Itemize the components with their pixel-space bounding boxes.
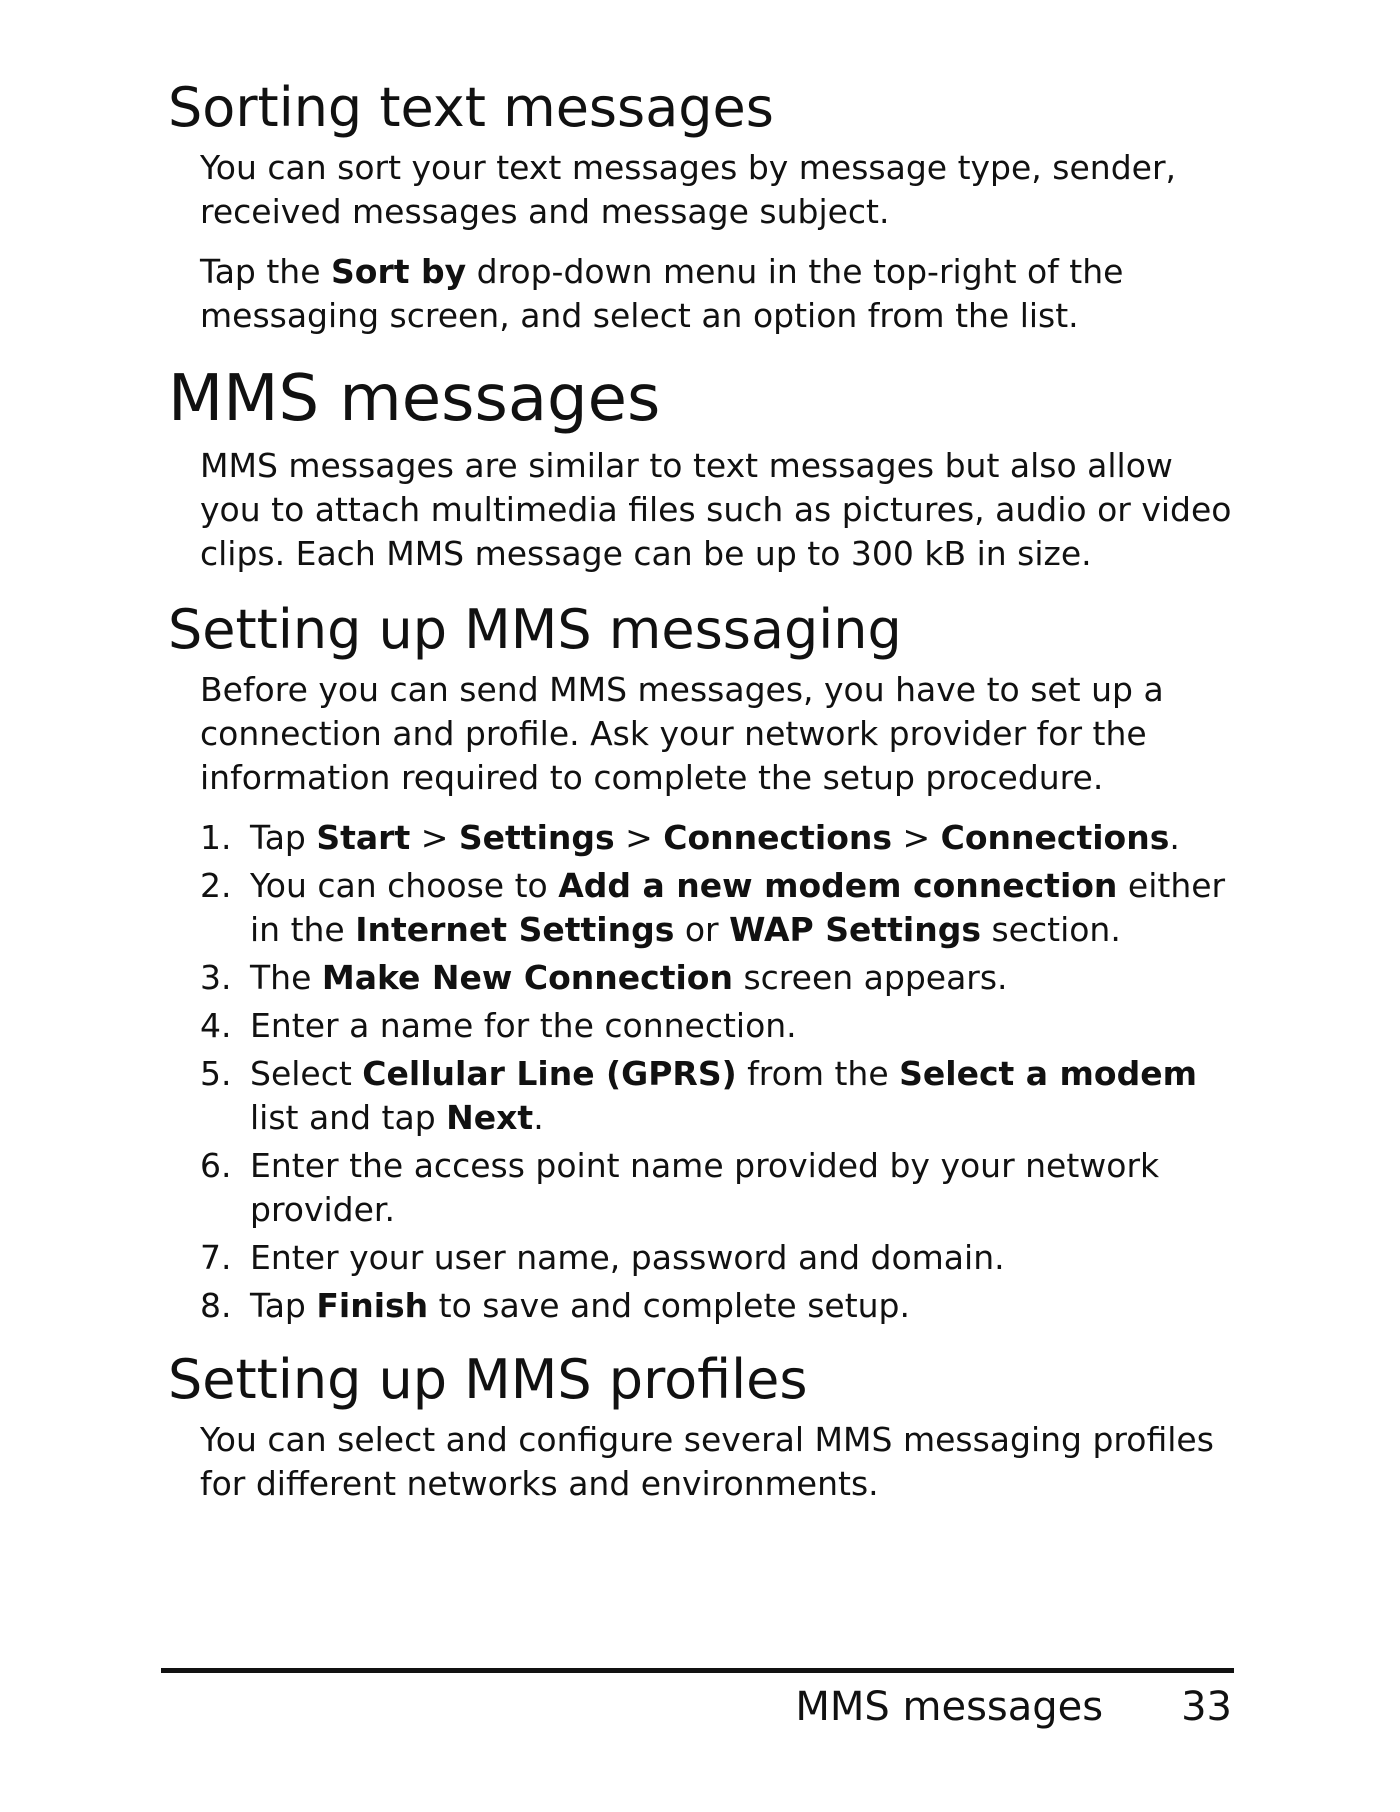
text-run: to save and complete setup. xyxy=(428,1286,910,1325)
step-number: 6. xyxy=(200,1146,232,1185)
text-run: from the xyxy=(736,1054,900,1093)
text-run: drop-down menu in the top-right of the messaging screen, and select an option from the list. xyxy=(200,252,1124,335)
bold-term: Add a new modem connection xyxy=(558,866,1118,905)
bold-term: Finish xyxy=(316,1286,429,1325)
text-run: You can choose to xyxy=(250,866,559,905)
text-run: Enter a name for the connection. xyxy=(250,1006,797,1045)
step-number: 3. xyxy=(200,958,232,997)
text-run: Tap xyxy=(250,1286,317,1325)
text-run: . xyxy=(1169,818,1180,857)
list-item xyxy=(200,864,1238,952)
sorting-body xyxy=(168,146,1238,338)
bold-term: Next xyxy=(446,1098,534,1137)
step-number: 5. xyxy=(200,1054,232,1093)
setup-steps-list xyxy=(200,816,1238,1328)
list-item xyxy=(200,1052,1238,1140)
heading-mms-messages: MMS messages xyxy=(168,362,661,436)
text-run: > xyxy=(614,818,664,857)
text-run: Enter the access point name provided by your network provider. xyxy=(250,1146,1160,1229)
sorting-paragraph-1: You can sort your text messages by message type, sender, received messages and message subject. xyxy=(200,148,1176,231)
page-number: 33 xyxy=(1181,1684,1232,1730)
heading-setting-up-mms-profiles: Setting up MMS profiles xyxy=(168,1348,808,1411)
bold-term: Select a modem xyxy=(899,1054,1197,1093)
step-number: 2. xyxy=(200,866,232,905)
text-run: list and tap xyxy=(250,1098,447,1137)
text-run: Enter your user name, password and domain. xyxy=(250,1238,1005,1277)
step-number: 1. xyxy=(200,818,232,857)
sort-by-label: Sort by xyxy=(331,252,467,291)
text-run: section. xyxy=(981,910,1121,949)
bold-term: Start xyxy=(316,818,411,857)
bold-term: Internet Settings xyxy=(355,910,675,949)
text-run: > xyxy=(892,818,941,857)
text-run: screen appears. xyxy=(732,958,1008,997)
bold-term: Connections xyxy=(940,818,1170,857)
list-item xyxy=(200,1236,1238,1280)
list-item xyxy=(200,1004,1238,1048)
bold-term: Settings xyxy=(458,818,615,857)
footer-divider xyxy=(161,1668,1234,1673)
text-run: either in the xyxy=(250,866,1226,949)
text-run: or xyxy=(674,910,730,949)
bold-term: Cellular Line (GPRS) xyxy=(362,1054,737,1093)
step-number: 4. xyxy=(200,1006,232,1045)
text-run: > xyxy=(410,818,459,857)
text-run: Select xyxy=(250,1054,363,1093)
list-item xyxy=(200,956,1238,1000)
step-number: 7. xyxy=(200,1238,232,1277)
list-item xyxy=(200,1284,1238,1328)
text-run: Tap xyxy=(250,818,317,857)
mms-paragraph-1: MMS messages are similar to text messages but also allow you to attach multimedia files such as pictures, audio or video clips. Each MMS message can be up to 300 kB in size. xyxy=(200,446,1232,573)
page-footer xyxy=(795,1680,1232,1734)
setup-profiles-paragraph-1: You can select and configure several MMS messaging profiles for different networks and environments. xyxy=(200,1420,1214,1503)
setup-profiles-body xyxy=(168,1418,1238,1506)
text-run: The xyxy=(250,958,322,997)
heading-sorting-text-messages: Sorting text messages xyxy=(168,76,774,139)
footer-section-title: MMS messages xyxy=(795,1684,1104,1730)
heading-setting-up-mms-messaging: Setting up MMS messaging xyxy=(168,598,902,661)
list-item xyxy=(200,816,1238,860)
setup-messaging-paragraph-1: Before you can send MMS messages, you have to set up a connection and profile. Ask your network provider for the information required to complete the setup procedure. xyxy=(200,670,1164,797)
text-run: . xyxy=(533,1098,544,1137)
sorting-paragraph-2 xyxy=(200,250,1238,338)
bold-term: Connections xyxy=(663,818,893,857)
bold-term: Make New Connection xyxy=(321,958,733,997)
setup-messaging-body xyxy=(168,668,1238,1328)
text-run: Tap the xyxy=(200,252,332,291)
bold-term: WAP Settings xyxy=(729,910,981,949)
list-item xyxy=(200,1144,1238,1232)
step-number: 8. xyxy=(200,1286,232,1325)
manual-page xyxy=(168,70,1238,1522)
mms-body xyxy=(168,444,1238,576)
